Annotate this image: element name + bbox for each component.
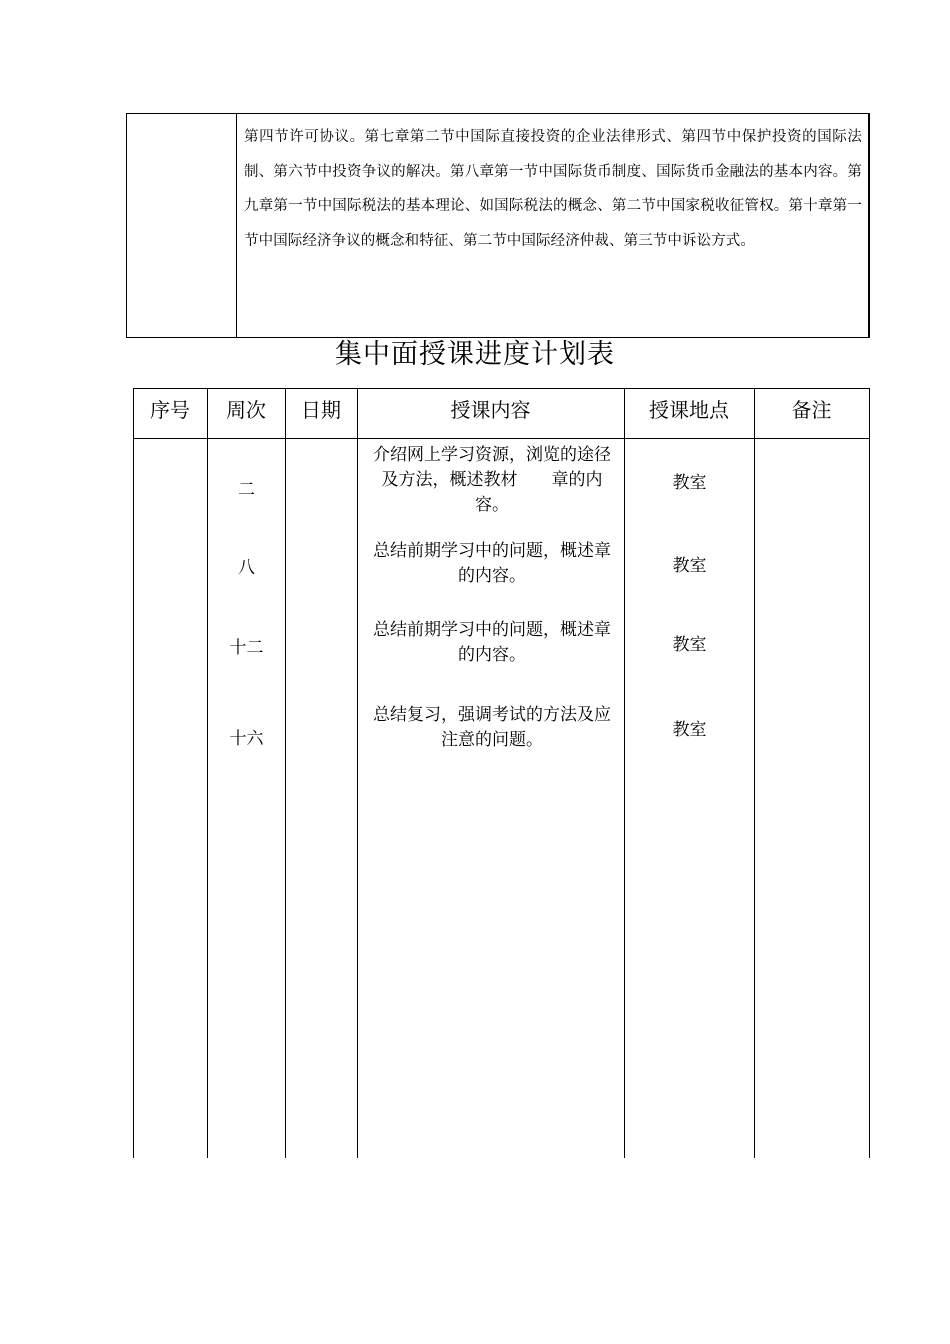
row-1-week: 二 (238, 480, 255, 500)
row-4-week: 十六 (229, 729, 264, 749)
table-left-border (133, 438, 134, 1158)
table-divider-1 (207, 388, 208, 1158)
table-divider-4 (624, 388, 625, 1158)
header-place: 授课地点 (649, 398, 729, 422)
header-seq: 序号 (150, 398, 190, 422)
row-1-content: 介绍网上学习资源，浏览的途径及方法，概述教材 章的内容。 (373, 445, 611, 515)
table-header-bottom-border (133, 438, 870, 439)
header-week: 周次 (226, 398, 266, 422)
row-2-week: 八 (238, 558, 255, 578)
row-4-place: 教室 (672, 720, 707, 740)
header-note: 备注 (791, 398, 832, 422)
row-3-week: 十二 (229, 638, 264, 658)
row-3-place: 教室 (672, 635, 707, 655)
row-1-place: 教室 (672, 473, 707, 493)
row-3-content: 总结前期学习中的问题，概述章的内容。 (373, 620, 611, 665)
table-divider-2 (285, 388, 286, 1158)
chapter-content-text: 第四节许可协议。第七章第二节中国际直接投资的企业法律形式、第四节中保护投资的国际法制、第六节中投资争议的解决。第八章第一节中国际货币制度、国际货币金融法的基本内容。第九章第一节中国际税法的基本理论、如国际税法的概念、第二节中国家税收征管权。第十章第一节中国际经济争议的概念和特征、第二节中国际经济仲裁、第三节中诉讼方式。 (244, 129, 862, 249)
row-4-content: 总结复习，强调考试的方法及应注意的问题。 (373, 705, 611, 750)
previous-table-divider (236, 113, 237, 338)
header-date: 日期 (301, 398, 341, 422)
table-right-border (869, 388, 870, 1158)
page-title: 集中面授课进度计划表 (335, 339, 615, 370)
table-divider-5 (754, 388, 755, 1158)
row-2-place: 教室 (672, 556, 707, 576)
header-content: 授课内容 (450, 398, 531, 422)
table-divider-3 (357, 388, 358, 1158)
row-2-content: 总结前期学习中的问题，概述章的内容。 (373, 541, 611, 586)
